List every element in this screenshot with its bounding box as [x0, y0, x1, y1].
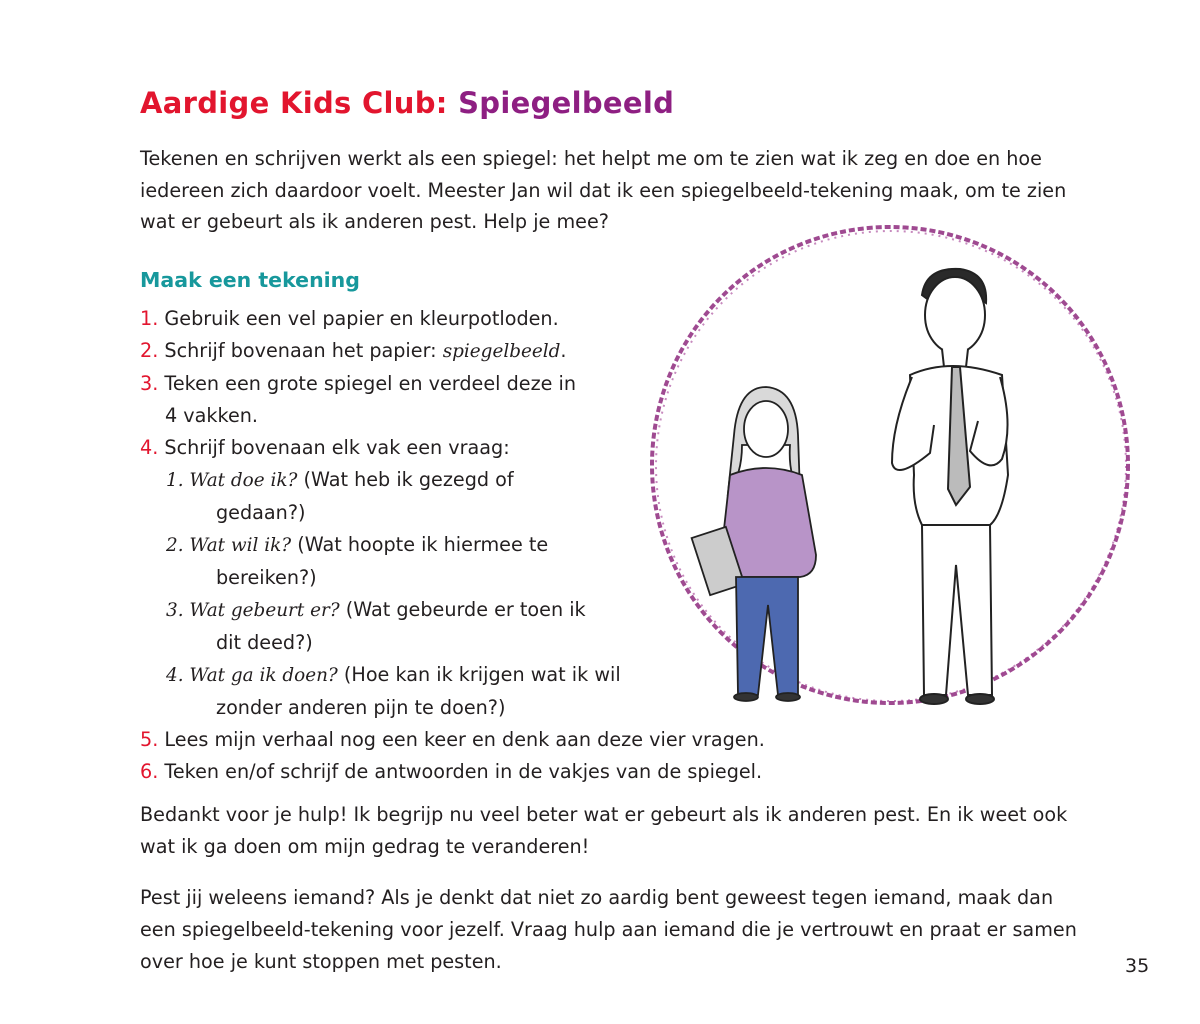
step-text: Gebruik een vel papier en kleurpotloden. [164, 307, 559, 330]
girl-figure [692, 387, 816, 701]
step-text: Schrijf bovenaan elk vak een vraag: [164, 436, 510, 459]
question-text: (Wat gebeurde er toen ik [345, 598, 586, 621]
teacher-neck [942, 349, 968, 367]
question-text: (Hoe kan ik krijgen wat ik wil [343, 663, 621, 686]
step-text: Teken en/of schrijf de antwoorden in de vakjes van de spiegel. [164, 760, 763, 783]
intro-line: iedereen zich daardoor voelt. Meester Jan wil dat ik een spiegelbeeld-tekening maak, om te zien [140, 178, 1067, 202]
step-continuation: 4 vakken. [165, 404, 259, 427]
girl-jeans [736, 577, 798, 695]
question-title: 4. Wat ga ik doen? [166, 665, 338, 686]
closing-paragraph-2 [140, 882, 1100, 978]
closing-line: over hoe je kunt stoppen met pesten. [140, 950, 502, 973]
teacher-trousers [922, 525, 992, 695]
question-continuation: bereiken?) [216, 566, 317, 589]
step-number: 2. [140, 339, 159, 362]
step-number: 5. [140, 728, 159, 751]
teacher-head [925, 277, 985, 353]
teacher-left-shoe [920, 694, 948, 704]
step-number: 3. [140, 372, 159, 395]
question-text: (Wat heb ik gezegd of [303, 468, 514, 491]
closing-line: wat ik ga doen om mijn gedrag te veranderen! [140, 835, 590, 858]
page-number: 35 [1125, 955, 1150, 977]
question-title: 1. Wat doe ik? [166, 470, 298, 491]
title-topic: Spiegelbeeld [458, 86, 675, 120]
step-text: Schrijf bovenaan het papier: [164, 339, 437, 362]
teacher-right-shoe [966, 694, 994, 704]
question-title: 3. Wat gebeurt er? [166, 600, 340, 621]
closing-paragraph-1 [140, 799, 1100, 863]
step-text: Lees mijn verhaal nog een keer en denk aan deze vier vragen. [164, 728, 765, 751]
intro-paragraph [140, 143, 1100, 238]
closing-line: een spiegelbeeld-tekening voor jezelf. Vraag hulp aan iemand die je vertrouwt en praat er samen [140, 918, 1077, 941]
intro-line: Tekenen en schrijven werkt als een spiegel: het helpt me om te zien wat ik zeg en doe en hoe [140, 147, 1042, 170]
step-text: Teken een grote spiegel en verdeel deze in [164, 372, 577, 395]
crayon-circle-frame-inner [656, 231, 1126, 701]
question-continuation: zonder anderen pijn te doen?) [216, 696, 506, 719]
step-number: 6. [140, 760, 159, 783]
step-number: 4. [140, 436, 159, 459]
step-item [140, 756, 800, 788]
question-continuation: dit deed?) [216, 631, 313, 654]
question-title: 2. Wat wil ik? [166, 535, 292, 556]
closing-line: Pest jij weleens iemand? Als je denkt dat niet zo aardig bent geweest tegen iemand, maak dan [140, 886, 1054, 909]
step-item [140, 724, 800, 756]
step-number: 1. [140, 307, 159, 330]
intro-line: wat er gebeurt als ik anderen pest. Help je mee? [140, 210, 609, 233]
girl-left-shoe [734, 693, 758, 701]
step-text-tail: . [560, 339, 567, 362]
closing-line: Bedankt voor je hulp! Ik begrijp nu veel beter wat er gebeurt als ik anderen pest. En ik weet ook [140, 803, 1068, 826]
teacher-and-girl-illustration [630, 225, 1150, 725]
girl-head [744, 401, 788, 457]
question-text: (Wat hoopte ik hiermee te [297, 533, 549, 556]
question-continuation: gedaan?) [216, 501, 306, 524]
teacher-figure [892, 269, 1008, 704]
girl-right-shoe [776, 693, 800, 701]
section-heading: Maak een tekening [140, 268, 360, 292]
step-emphasis: spiegelbeeld [442, 341, 561, 362]
title-club-name: Aardige Kids Club: [140, 86, 448, 120]
page-title [140, 86, 674, 120]
